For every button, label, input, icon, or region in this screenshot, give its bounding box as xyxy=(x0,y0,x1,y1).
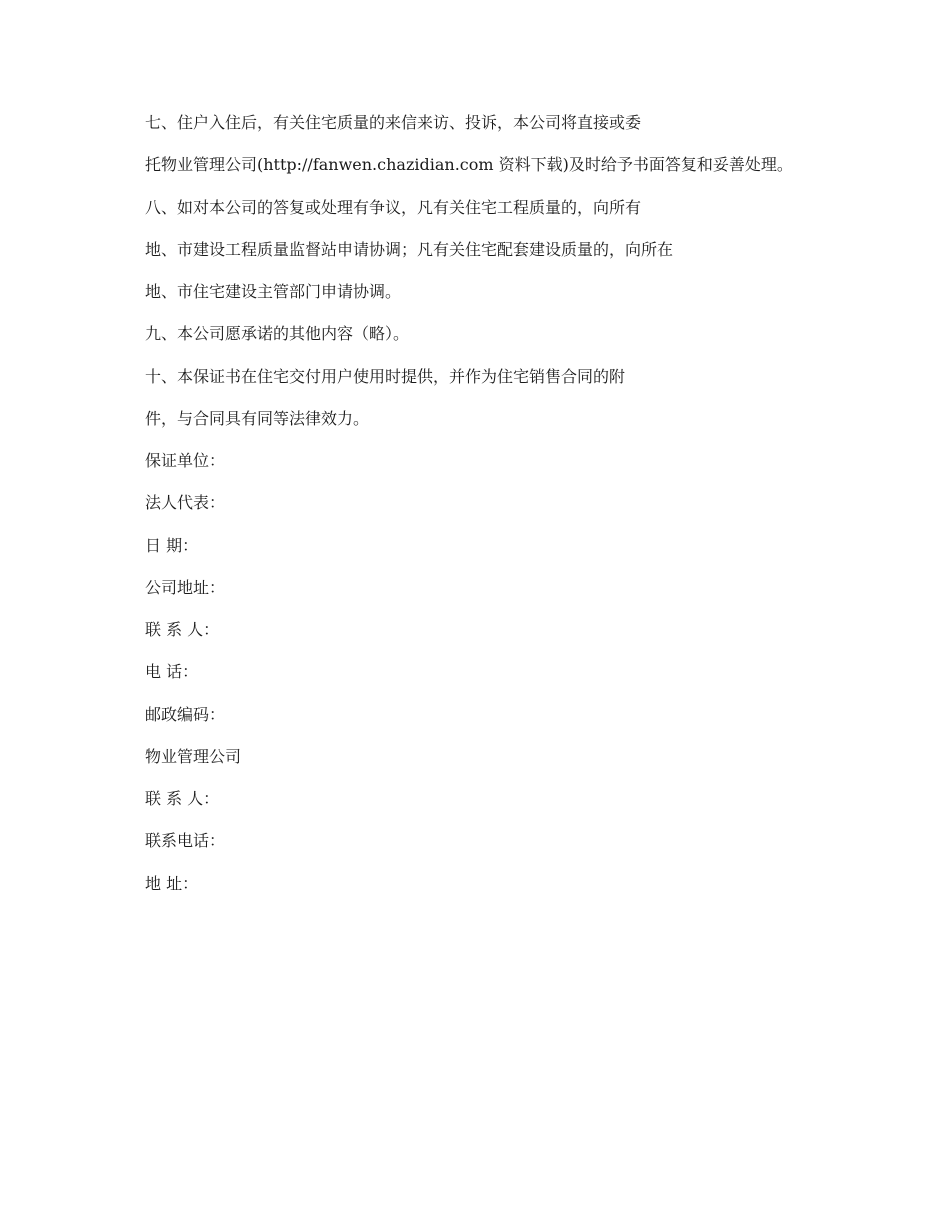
clause-8-line-3: 地、市住宅建设主管部门申请协调。 xyxy=(145,282,402,301)
pm-contact-phone-field: 联系电话： xyxy=(145,831,226,851)
clause-9: 九、本公司愿承诺的其他内容（略）。 xyxy=(145,324,410,344)
contact-person-field: 联 系 人： xyxy=(145,620,220,639)
pm-address-field: 地 址： xyxy=(145,873,199,893)
property-management-heading: 物业管理公司 xyxy=(145,746,242,766)
clause-10-line-1: 十、本保证书在住宅交付用户使用时提供，并作为住宅销售合同的附 xyxy=(145,366,626,386)
phone-field: 电 话： xyxy=(145,662,199,682)
clause-7-line-2: 托物业管理公司(http://fanwen.chazidian.com 资料下载)及时给予书面答复和妥善处理。 xyxy=(145,155,793,175)
postal-code-field: 邮政编码： xyxy=(145,704,226,724)
company-address-field: 公司地址： xyxy=(145,577,226,597)
clause-8-line-1: 八、如对本公司的答复或处理有争议，凡有关住宅工程质量的，向所有 xyxy=(145,197,642,217)
pm-contact-person-field: 联 系 人： xyxy=(145,789,220,808)
clause-7-line-1: 七、住户入住后，有关住宅质量的来信来访、投诉，本公司将直接或委 xyxy=(145,113,642,132)
clause-8-line-2: 地、市建设工程质量监督站申请协调；凡有关住宅配套建设质量的，向所在 xyxy=(145,239,674,259)
date-field: 日 期： xyxy=(145,535,199,555)
document-body xyxy=(145,102,845,905)
legal-representative-field: 法人代表： xyxy=(145,493,226,513)
guarantor-field: 保证单位： xyxy=(145,451,226,470)
clause-10-line-2: 件，与合同具有同等法律效力。 xyxy=(145,408,370,428)
